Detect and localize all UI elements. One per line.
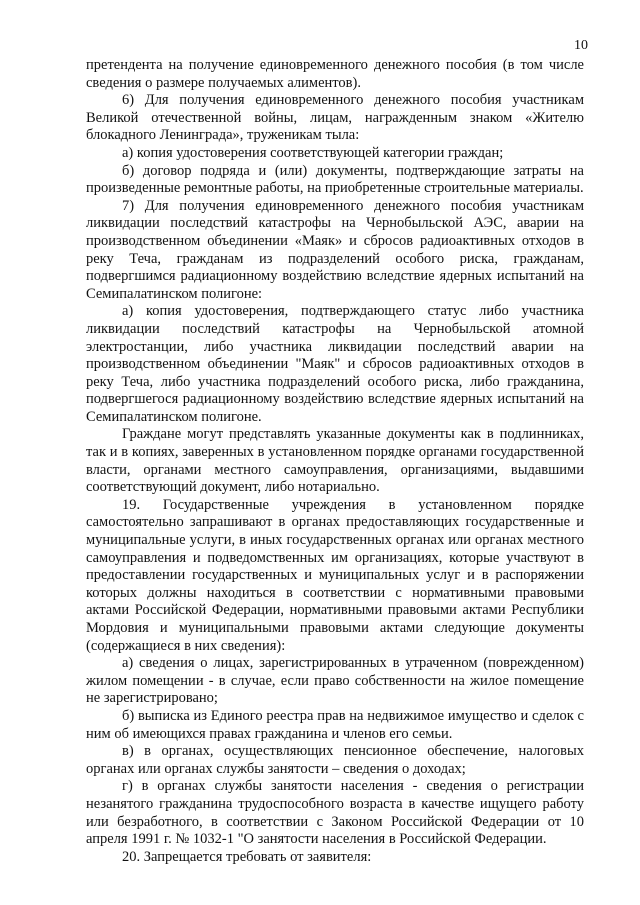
page-number: 10 — [574, 38, 588, 53]
paragraph-item-19a: а) сведения о лицах, зарегистрированных в утраченном (поврежденном) жилом помещении - в случае, если право собственности на жилое помещение не зарегистрировано; — [86, 655, 584, 707]
paragraph-item-19v: в) в органах, осуществляющих пенсионное обеспечение, налоговых органах или органах службы занятости – сведения о доходах; — [86, 743, 584, 777]
paragraph-item-7a: а) копия удостоверения, подтверждающего статус либо участника ликвидации последствий катастрофы на Чернобыльской атомной электростанции, либо участника ликвидации последствий аварии на производственном объединении "Маяк" и сбросов радиоактивных отходов в реку Теча, либо участника подразделений особого риска, либо гражданина, подвергшегося радиационному воздействию вследствие ядерных испытаний на Семипалатинском полигоне. — [86, 303, 584, 425]
paragraph-item-7: 7) Для получения единовременного денежного пособия участникам ликвидации последствий катастрофы на Чернобыльской АЭС, аварии на производственном объединении «Маяк» и сбросов радиоактивных отходов в реку Теча, гражданам из подразделений особого риска, гражданам, подвергшимся радиационному воздействию вследствие ядерных испытаний на Семипалатинском полигоне: — [86, 197, 584, 302]
paragraph-continuation: претендента на получение единовременного денежного пособия (в том числе сведения о размере получаемых алиментов). — [86, 57, 584, 91]
paragraph-section-19: 19. Государственные учреждения в установленном порядке самостоятельно запрашивают в органах предоставляющих государственные и муниципальные услуги, в иных государственных органах или органах местного самоуправления и подведомственных им организациях, которые участвуют в предоставлении государственных и муниципальных услуг и в распоряжении которых должны находиться в соответствии с нормативными правовыми актами Российской Федерации, нормативными правовыми актами Республики Мордовия и муниципальными правовыми актами следующие документы (содержащиеся в них сведения): — [86, 496, 584, 654]
paragraph-section-20: 20. Запрещается требовать от заявителя: — [122, 848, 372, 865]
paragraph-item-6a: а) копия удостоверения соответствующей категории граждан; — [122, 144, 504, 161]
paragraph-item-19b: б) выписка из Единого реестра прав на недвижимое имущество и сделок с ним об имеющихся правах гражданина и членов его семьи. — [86, 707, 584, 742]
document-body — [86, 57, 584, 866]
paragraph-item-19g: г) в органах службы занятости населения - сведения о регистрации незанятого гражданина трудоспособного возраста в качестве ищущего работу или безработного, в соответствии с Законом Российской Федерации от 10 апреля 1991 г. № 1032-1 "О занятости населения в Российской Федерации. — [86, 778, 584, 848]
paragraph-item-6: 6) Для получения единовременного денежного пособия участникам Великой отечественной войны, лицам, награжденным знаком «Жителю блокадного Ленинграда», труженикам тыла: — [86, 92, 584, 144]
paragraph-documents-note: Граждане могут представлять указанные документы как в подлинниках, так и в копиях, заверенных в установленном порядке органами государственной власти, органами местного самоуправления, организациями, выдавшими соответствующий документ, либо нотариально. — [86, 426, 584, 496]
paragraph-item-6b: б) договор подряда и (или) документы, подтверждающие затраты на произведенные ремонтные работы, на приобретенные строительные материалы. — [86, 162, 584, 197]
